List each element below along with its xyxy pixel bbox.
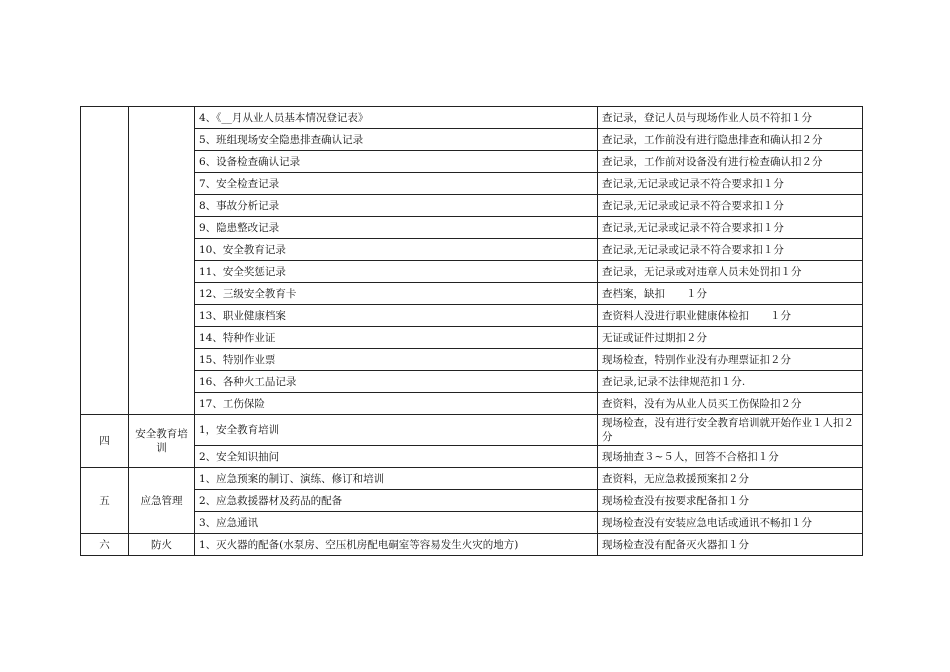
check-item-cell: 16、各种火工品记录: [195, 371, 598, 393]
scoring-standard-cell: 现场检查没有安装应急电话或通讯不畅扣１分: [598, 512, 863, 534]
table-row: [81, 534, 863, 556]
table-row: [81, 349, 863, 371]
scoring-standard-cell: 查记录，工作前没有进行隐患排查和确认扣２分: [598, 129, 863, 151]
check-item-cell: 6、设备检查确认记录: [195, 151, 598, 173]
check-item-cell: 3、应急通讯: [195, 512, 598, 534]
scoring-standard-cell: 现场检查没有按要求配备扣１分: [598, 490, 863, 512]
check-item-cell: 5、班组现场安全隐患排查确认记录: [195, 129, 598, 151]
check-item-cell: 1，安全教育培训: [195, 415, 598, 446]
table-body: [81, 107, 863, 556]
section-category-cell: [129, 107, 195, 415]
table-row: [81, 217, 863, 239]
table-row: [81, 490, 863, 512]
table-row: [81, 173, 863, 195]
scoring-standard-cell: 现场抽查３~５人，回答不合格扣１分: [598, 446, 863, 468]
check-item-cell: 13、职业健康档案: [195, 305, 598, 327]
table-row: [81, 195, 863, 217]
table-row: [81, 446, 863, 468]
inspection-table: [80, 106, 863, 556]
section-category-cell: 防火: [129, 534, 195, 556]
check-item-cell: 2、安全知识抽问: [195, 446, 598, 468]
scoring-standard-cell: 查记录，工作前对设备没有进行检查确认扣２分: [598, 151, 863, 173]
scoring-standard-cell: 查记录,无记录或记录不符合要求扣１分: [598, 195, 863, 217]
table-row: [81, 107, 863, 129]
check-item-cell: 10、安全教育记录: [195, 239, 598, 261]
scoring-standard-cell: 查记录,无记录或记录不符合要求扣１分: [598, 239, 863, 261]
check-item-cell: 7、安全检查记录: [195, 173, 598, 195]
check-item-cell: 15、特别作业票: [195, 349, 598, 371]
scoring-standard-cell: 查记录,记录不法律规范扣１分.: [598, 371, 863, 393]
table-row: [81, 305, 863, 327]
check-item-cell: 12、三级安全教育卡: [195, 283, 598, 305]
table-row: [81, 468, 863, 490]
section-number-cell: [81, 107, 129, 415]
section-number-cell: 五: [81, 468, 129, 534]
table-row: [81, 512, 863, 534]
scoring-standard-cell: 查记录,无记录或记录不符合要求扣１分: [598, 173, 863, 195]
table-row: [81, 261, 863, 283]
table-row: [81, 327, 863, 349]
table-row: [81, 371, 863, 393]
section-category-cell: 应急管理: [129, 468, 195, 534]
check-item-cell: 2、应急救援器材及药品的配备: [195, 490, 598, 512]
table-row: [81, 151, 863, 173]
section-number-cell: 四: [81, 415, 129, 468]
table-row: [81, 415, 863, 446]
section-category-cell: 安全教育培训: [129, 415, 195, 468]
scoring-standard-cell: 现场检查没有配备灭火器扣１分: [598, 534, 863, 556]
scoring-standard-cell: 无证或证件过期扣２分: [598, 327, 863, 349]
table-row: [81, 283, 863, 305]
check-item-cell: 17、工伤保险: [195, 393, 598, 415]
check-item-cell: 1、应急预案的制订、演练、修订和培训: [195, 468, 598, 490]
scoring-standard-cell: 查记录,无记录或记录不符合要求扣１分: [598, 217, 863, 239]
table-row: [81, 129, 863, 151]
check-item-cell: 8、事故分析记录: [195, 195, 598, 217]
check-item-cell: 4、《__月从业人员基本情况登记表》: [195, 107, 598, 129]
scoring-standard-cell: 查记录，无记录或对违章人员未处罚扣１分: [598, 261, 863, 283]
check-item-cell: 11、安全奖惩记录: [195, 261, 598, 283]
check-item-cell: 14、特种作业证: [195, 327, 598, 349]
scoring-standard-cell: 查资料，无应急救援预案扣２分: [598, 468, 863, 490]
scoring-standard-cell: 现场检查，特别作业没有办理票证扣２分: [598, 349, 863, 371]
table-row: [81, 393, 863, 415]
table-row: [81, 239, 863, 261]
scoring-standard-cell: 现场检查，没有进行安全教育培训就开始作业１人扣２分: [598, 415, 863, 446]
scoring-standard-cell: 查记录，登记人员与现场作业人员不符扣１分: [598, 107, 863, 129]
check-item-cell: 1、灭火器的配备(水泵房、空压机房配电硐室等容易发生火灾的地方): [195, 534, 598, 556]
scoring-standard-cell: 查档案，缺扣 １分: [598, 283, 863, 305]
check-item-cell: 9、隐患整改记录: [195, 217, 598, 239]
scoring-standard-cell: 查资料，没有为从业人员买工伤保险扣２分: [598, 393, 863, 415]
scoring-standard-cell: 查资料人没进行职业健康体检扣 １分: [598, 305, 863, 327]
section-number-cell: 六: [81, 534, 129, 556]
